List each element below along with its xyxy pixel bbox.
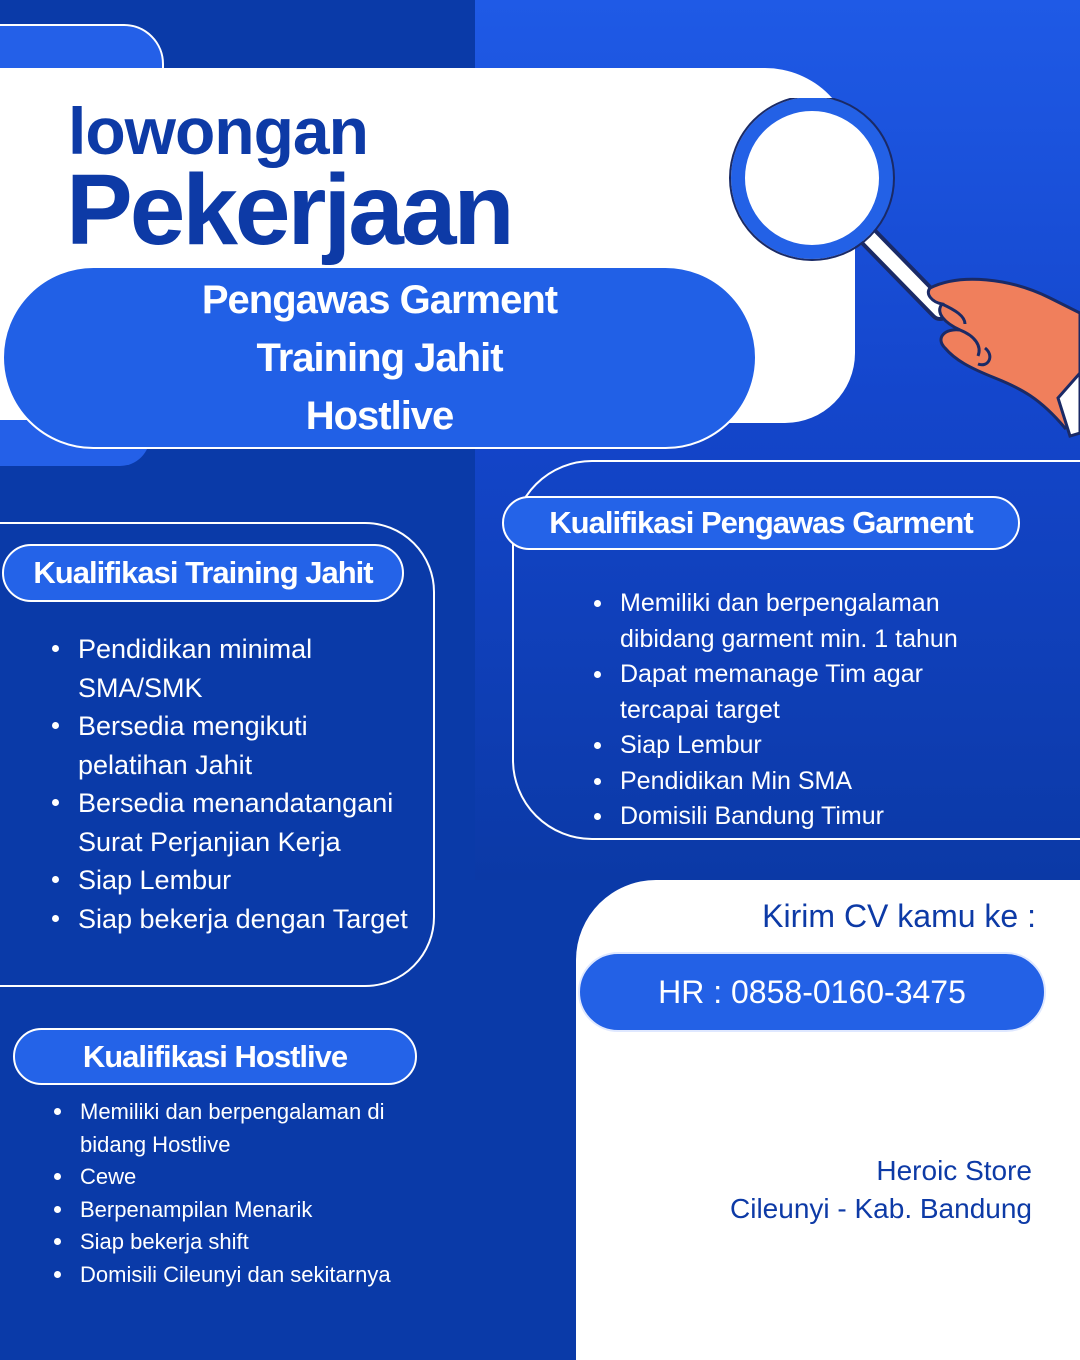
hr-phone-button[interactable]: HR : 0858-0160-3475 (578, 952, 1046, 1032)
list-item: Siap Lembur (594, 728, 974, 764)
section-title-pengawas-garment: Kualifikasi Pengawas Garment (502, 496, 1020, 550)
list-item: Domisili Cileunyi dan sekitarnya (54, 1259, 434, 1292)
store-location: Cileunyi - Kab. Bandung (730, 1193, 1032, 1224)
list-item: Cewe (54, 1161, 434, 1194)
positions-banner (2, 266, 757, 449)
list-item: Bersedia menandatangani Surat Perjanjian Kerja (52, 784, 422, 861)
store-info (680, 1152, 1032, 1228)
magnifier-icon (720, 98, 1080, 448)
list-item: Siap bekerja shift (54, 1226, 434, 1259)
list-item: Pendidikan minimal SMA/SMK (52, 630, 422, 707)
position-pengawas-garment: Pengawas Garment (201, 277, 558, 322)
title-lowongan: lowongan (68, 94, 368, 168)
list-item: Pendidikan Min SMA (594, 764, 974, 800)
section-title-hostlive: Kualifikasi Hostlive (13, 1028, 417, 1085)
list-pengawas-garment (594, 586, 974, 835)
list-item: Siap bekerja dengan Target (52, 900, 422, 939)
list-item: Dapat memanage Tim agar tercapai target (594, 657, 974, 728)
position-hostlive: Hostlive (305, 393, 454, 438)
title-pekerjaan: Pekerjaan (66, 154, 512, 266)
contact-label: Kirim CV kamu ke : (762, 898, 1036, 934)
section-title-training-jahit: Kualifikasi Training Jahit (2, 544, 404, 602)
list-training-jahit (52, 630, 422, 938)
list-hostlive (54, 1096, 434, 1291)
list-item: Bersedia mengikuti pelatihan Jahit (52, 707, 422, 784)
list-item: Memiliki dan berpengalaman dibidang garment min. 1 tahun (594, 586, 974, 657)
list-item: Domisili Bandung Timur (594, 799, 974, 835)
store-name: Heroic Store (876, 1155, 1032, 1186)
list-item: Siap Lembur (52, 861, 422, 900)
list-item: Memiliki dan berpengalaman di bidang Hostlive (54, 1096, 434, 1161)
position-training-jahit: Training Jahit (256, 335, 503, 380)
list-item: Berpenampilan Menarik (54, 1194, 434, 1227)
